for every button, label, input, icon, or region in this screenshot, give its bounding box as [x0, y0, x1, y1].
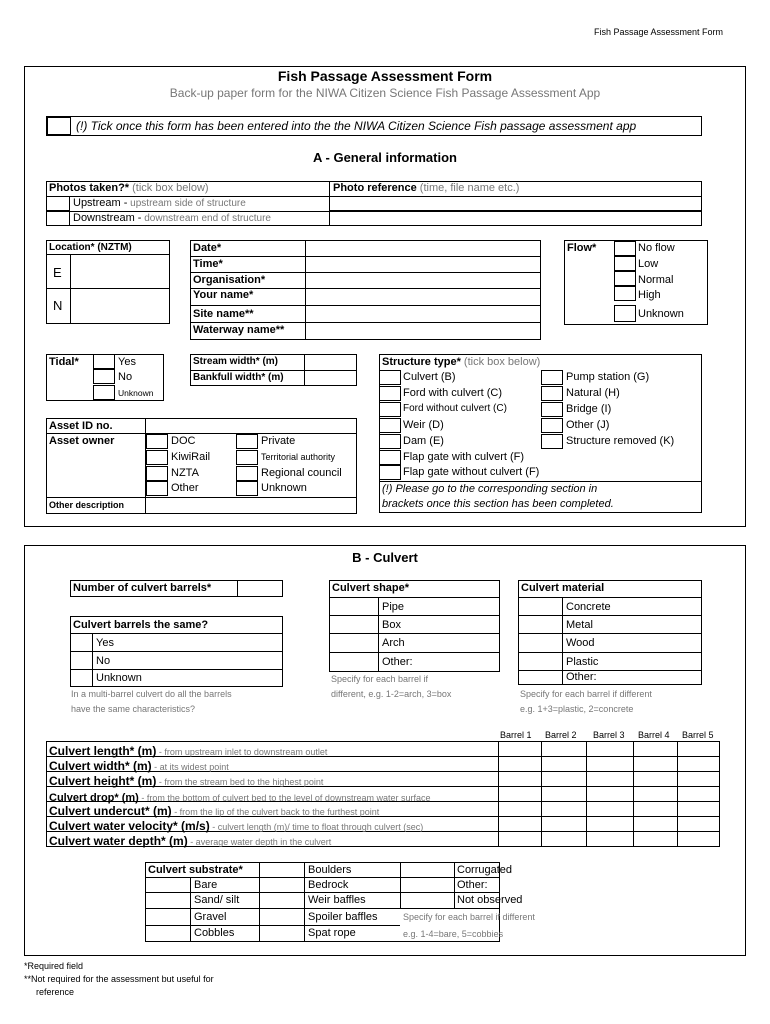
substrate-bedrock-label: Bedrock: [308, 879, 349, 891]
owner-private-label: Private: [261, 435, 296, 447]
structure-pump-label: Pump station (G): [566, 371, 650, 383]
shape-box-checkbox[interactable]: [330, 616, 378, 633]
substrate-weir-baffles-checkbox[interactable]: [260, 893, 304, 908]
material-hint-2: e.g. 1+3=plastic, 2=concrete: [520, 704, 634, 714]
downstream-checkbox[interactable]: [46, 211, 70, 226]
structure-culvert-label: Culvert (B): [403, 371, 456, 383]
flow-high-label: High: [638, 289, 661, 301]
owner-territorial-label: Territorial authority: [261, 452, 336, 462]
substrate-spoiler-baffles-checkbox[interactable]: [260, 909, 304, 925]
flow-normal-label: Normal: [638, 274, 674, 286]
flow-unknown-checkbox[interactable]: [614, 305, 636, 322]
site-name-input[interactable]: [306, 306, 540, 322]
shape-arch-checkbox[interactable]: [330, 634, 378, 652]
barrels-same-hint-1: In a multi-barrel culvert do all the barrels: [71, 689, 232, 699]
flow-no-flow-checkbox[interactable]: [614, 241, 636, 256]
substrate-cobbles-label: Cobbles: [194, 927, 235, 939]
culvert-shape-label: Culvert shape*: [332, 582, 410, 594]
barrels-same-no-label: No: [96, 655, 111, 667]
material-wood-checkbox[interactable]: [519, 634, 562, 652]
barrel-header-5: Barrel 5: [682, 730, 714, 740]
tidal-no-label: No: [118, 371, 133, 383]
waterway-name-label: Waterway name**: [193, 324, 285, 336]
barrels-same-yes-label: Yes: [96, 637, 114, 649]
barrel-header-4: Barrel 4: [638, 730, 670, 740]
structure-weir-checkbox[interactable]: [379, 418, 401, 433]
bankfull-width-label: Bankfull width* (m): [193, 372, 284, 383]
barrel-header-2: Barrel 2: [545, 730, 577, 740]
footnote-optional: **Not required for the assessment but useful for: [24, 974, 214, 984]
material-other-label: Other:: [566, 671, 597, 683]
material-other-checkbox[interactable]: [519, 671, 562, 684]
structure-other-label: Other (J): [566, 419, 610, 431]
substrate-boulders-label: Boulders: [308, 864, 352, 876]
easting-label: E: [53, 265, 62, 280]
substrate-spat-rope-checkbox[interactable]: [260, 926, 304, 941]
photo-reference-input-2[interactable]: [330, 211, 702, 226]
substrate-corrugated-checkbox[interactable]: [401, 863, 454, 877]
tidal-yes-checkbox[interactable]: [93, 354, 115, 369]
asset-owner-label: Asset owner: [49, 435, 115, 447]
structure-flap-culvert-label: Flap gate with culvert (F): [403, 451, 525, 463]
form-subtitle: Back-up paper form for the NIWA Citizen Science Fish Passage Assessment App: [169, 86, 601, 100]
structure-flap-no-culvert-label: Flap gate without culvert (F): [403, 466, 540, 478]
substrate-bare-checkbox[interactable]: [146, 878, 190, 892]
bankfull-width-input[interactable]: [305, 371, 356, 385]
photo-reference-input-1[interactable]: [330, 196, 702, 211]
entered-checkbox[interactable]: [47, 117, 71, 135]
flow-label: Flow*: [567, 242, 597, 254]
substrate-boulders-checkbox[interactable]: [260, 863, 304, 877]
substrate-hint-1: Specify for each barrel if different: [403, 912, 535, 922]
footnote-required: *Required field: [24, 961, 84, 971]
material-concrete-label: Concrete: [566, 601, 611, 613]
substrate-not-observed-label: Not observed: [457, 894, 523, 906]
substrate-sand-label: Sand/ silt: [194, 894, 240, 906]
flow-unknown-label: Unknown: [638, 308, 684, 320]
form-title: Fish Passage Assessment Form: [277, 68, 493, 84]
your-name-input[interactable]: [306, 289, 540, 305]
photos-label: Photos taken?* (tick box below): [49, 182, 209, 194]
flow-no-flow-label: No flow: [638, 242, 675, 254]
organisation-label: Organisation*: [193, 274, 266, 286]
northing-input[interactable]: [71, 289, 169, 323]
culvert-drop-label: Culvert drop* (m) - from the bottom of culvert bed to the level of downstream water surface: [49, 792, 431, 804]
shape-hint-1: Specify for each barrel if: [331, 674, 429, 684]
structure-flap-culvert-checkbox[interactable]: [379, 450, 401, 465]
material-plastic-label: Plastic: [566, 656, 599, 668]
structure-note-line1: (!) Please go to the corresponding section in: [382, 483, 598, 495]
tidal-yes-label: Yes: [118, 356, 136, 368]
barrels-same-yes-checkbox[interactable]: [71, 634, 92, 651]
structure-pump-checkbox[interactable]: [541, 370, 563, 385]
substrate-other-label: Other:: [457, 879, 488, 891]
substrate-bare-label: Bare: [194, 879, 218, 891]
substrate-bedrock-checkbox[interactable]: [260, 878, 304, 892]
material-metal-checkbox[interactable]: [519, 616, 562, 633]
barrels-same-no-checkbox[interactable]: [71, 652, 92, 669]
structure-culvert-checkbox[interactable]: [379, 370, 401, 385]
structure-other-checkbox[interactable]: [541, 418, 563, 433]
substrate-sand-checkbox[interactable]: [146, 893, 190, 908]
structure-dam-checkbox[interactable]: [379, 434, 401, 449]
owner-regional-checkbox[interactable]: [236, 466, 258, 481]
asset-id-label: Asset ID no.: [49, 420, 113, 432]
barrels-same-label: Culvert barrels the same?: [73, 619, 209, 631]
substrate-not-observed-checkbox[interactable]: [401, 893, 454, 908]
culvert-width-label: Culvert width* (m) - at its widest point: [49, 759, 229, 773]
barrel-measurement-cells[interactable]: [499, 742, 720, 846]
footnote-reference: reference: [36, 987, 75, 997]
site-name-label: Site name**: [193, 308, 254, 320]
owner-unknown-label: Unknown: [261, 482, 307, 494]
culvert-depth-label: Culvert water depth* (m) - average water depth in the culvert: [49, 834, 332, 848]
substrate-gravel-label: Gravel: [194, 911, 227, 923]
shape-pipe-checkbox[interactable]: [330, 598, 378, 615]
barrels-same-unknown-label: Unknown: [96, 672, 142, 684]
owner-regional-label: Regional council: [261, 467, 342, 479]
structure-ford-no-culvert-checkbox[interactable]: [379, 402, 401, 417]
owner-private-checkbox[interactable]: [236, 434, 258, 449]
culvert-length-label: Culvert length* (m) - from upstream inlet to downstream outlet: [49, 744, 328, 758]
structure-ford-culvert-checkbox[interactable]: [379, 386, 401, 401]
section-b-heading: B - Culvert: [352, 550, 418, 565]
structure-dam-label: Dam (E): [403, 435, 444, 447]
asset-id-input[interactable]: [146, 419, 356, 433]
structure-removed-label: Structure removed (K): [566, 435, 675, 447]
owner-doc-checkbox[interactable]: [146, 434, 168, 449]
barrels-count-input[interactable]: [238, 581, 282, 596]
structure-removed-checkbox[interactable]: [541, 434, 563, 449]
other-description-label: Other description: [49, 500, 125, 510]
notice-text: (!) Tick once this form has been entered into the the NIWA Citizen Science Fish passage assessment app: [76, 119, 637, 133]
substrate-spat-rope-label: Spat rope: [308, 927, 356, 939]
date-label: Date*: [193, 242, 222, 254]
photo-reference-label: Photo reference (time, file name etc.): [333, 182, 520, 194]
substrate-cobbles-checkbox[interactable]: [146, 926, 190, 941]
shape-box-label: Box: [382, 619, 401, 631]
owner-nzta-label: NZTA: [171, 467, 199, 479]
owner-kiwirail-label: KiwiRail: [171, 451, 211, 463]
upstream-checkbox[interactable]: [46, 196, 70, 211]
substrate-weir-baffles-label: Weir baffles: [308, 894, 366, 906]
tidal-no-checkbox[interactable]: [93, 369, 115, 384]
barrels-count-label: Number of culvert barrels*: [73, 582, 212, 594]
owner-territorial-checkbox[interactable]: [236, 450, 258, 465]
tidal-unknown-label: Unknown: [118, 388, 154, 398]
structure-note-line2: brackets once this section has been completed.: [382, 498, 614, 510]
owner-unknown-checkbox[interactable]: [236, 481, 258, 496]
northing-label: N: [53, 298, 63, 313]
shape-other-label: Other:: [382, 656, 413, 668]
owner-other-checkbox[interactable]: [146, 481, 168, 496]
owner-kiwirail-checkbox[interactable]: [146, 450, 168, 465]
structure-flap-no-culvert-checkbox[interactable]: [379, 465, 401, 480]
culvert-undercut-label: Culvert undercut* (m) - from the lip of the culvert back to the furthest point: [49, 804, 380, 818]
material-wood-label: Wood: [566, 637, 595, 649]
barrels-same-unknown-checkbox[interactable]: [71, 670, 92, 686]
structure-bridge-checkbox[interactable]: [541, 402, 563, 417]
shape-arch-label: Arch: [382, 637, 405, 649]
location-label: Location* (NZTM): [49, 242, 132, 253]
substrate-gravel-checkbox[interactable]: [146, 909, 190, 925]
culvert-material-label: Culvert material: [521, 582, 605, 594]
barrels-same-hint-2: have the same characteristics?: [71, 704, 196, 714]
time-input[interactable]: [306, 257, 540, 272]
material-hint-1: Specify for each barrel if different: [520, 689, 652, 699]
structure-bridge-label: Bridge (I): [566, 403, 612, 415]
time-label: Time*: [193, 258, 223, 270]
barrel-header-3: Barrel 3: [593, 730, 625, 740]
shape-hint-2: different, e.g. 1-2=arch, 3=box: [331, 689, 452, 699]
flow-low-label: Low: [638, 258, 659, 270]
material-metal-label: Metal: [566, 619, 593, 631]
date-input[interactable]: [306, 241, 540, 256]
flow-low-checkbox[interactable]: [614, 256, 636, 271]
other-description-input[interactable]: [146, 498, 356, 513]
owner-nzta-checkbox[interactable]: [146, 466, 168, 481]
shape-other-checkbox[interactable]: [330, 653, 378, 671]
stream-width-input[interactable]: [305, 355, 356, 370]
substrate-other-checkbox[interactable]: [401, 878, 454, 892]
barrel-header-1: Barrel 1: [500, 730, 532, 740]
waterway-name-input[interactable]: [306, 323, 540, 339]
organisation-input[interactable]: [306, 273, 540, 288]
flow-normal-checkbox[interactable]: [614, 271, 636, 286]
structure-natural-checkbox[interactable]: [541, 386, 563, 401]
flow-high-checkbox[interactable]: [614, 286, 636, 301]
structure-ford-no-culvert-label: Ford without culvert (C): [403, 403, 507, 414]
header-title: Fish Passage Assessment Form: [594, 27, 724, 37]
structure-natural-label: Natural (H): [566, 387, 620, 399]
culvert-height-label: Culvert height* (m) - from the stream bed to the highest point: [49, 774, 324, 788]
stream-width-label: Stream width* (m): [193, 356, 279, 367]
material-plastic-checkbox[interactable]: [519, 653, 562, 670]
substrate-spoiler-baffles-label: Spoiler baffles: [308, 911, 378, 923]
section-a-heading: A - General information: [313, 150, 457, 165]
owner-doc-label: DOC: [171, 435, 196, 447]
your-name-label: Your name*: [193, 289, 254, 301]
substrate-corrugated-label: Corrugated: [457, 864, 513, 876]
material-concrete-checkbox[interactable]: [519, 598, 562, 615]
easting-input[interactable]: [71, 255, 169, 287]
substrate-hint-2: e.g. 1-4=bare, 5=cobbies: [403, 929, 504, 939]
owner-other-label: Other: [171, 482, 199, 494]
substrate-label: Culvert substrate*: [148, 864, 243, 876]
structure-weir-label: Weir (D): [403, 419, 444, 431]
shape-pipe-label: Pipe: [382, 601, 405, 613]
tidal-label: Tidal*: [49, 356, 79, 368]
tidal-unknown-checkbox[interactable]: [93, 385, 115, 400]
structure-type-label: Structure type* (tick box below): [382, 356, 541, 368]
structure-ford-culvert-label: Ford with culvert (C): [403, 387, 503, 399]
culvert-velocity-label: Culvert water velocity* (m/s) - culvert length (m)/ time to float through culvert (sec): [49, 819, 424, 833]
